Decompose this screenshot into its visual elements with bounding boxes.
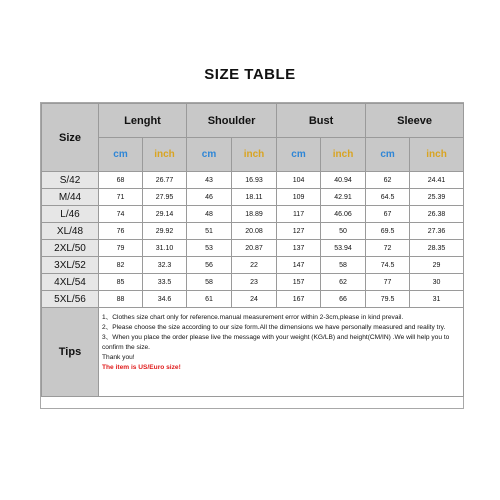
length-cm: 74 [99, 206, 143, 223]
length-inch: 26.77 [143, 172, 187, 189]
length-cm: 82 [99, 257, 143, 274]
shoulder-header: Shoulder [187, 104, 277, 138]
tips-content [99, 308, 464, 397]
unit-cm: cm [187, 138, 232, 172]
unit-cm: cm [277, 138, 321, 172]
shoulder-inch: 20.87 [232, 240, 277, 257]
shoulder-inch: 20.08 [232, 223, 277, 240]
sleeve-inch: 30 [410, 274, 464, 291]
shoulder-cm: 58 [187, 274, 232, 291]
unit-inch: inch [410, 138, 464, 172]
length-inch: 32.3 [143, 257, 187, 274]
length-inch: 29.14 [143, 206, 187, 223]
table-row [42, 189, 464, 206]
sleeve-cm: 77 [366, 274, 410, 291]
sleeve-cm: 67 [366, 206, 410, 223]
tip-thanks: Thank you! [102, 354, 135, 361]
shoulder-inch: 18.89 [232, 206, 277, 223]
shoulder-inch: 22 [232, 257, 277, 274]
length-inch: 33.5 [143, 274, 187, 291]
sleeve-cm: 72 [366, 240, 410, 257]
length-inch: 29.92 [143, 223, 187, 240]
bust-inch: 53.94 [321, 240, 366, 257]
bust-cm: 157 [277, 274, 321, 291]
length-cm: 79 [99, 240, 143, 257]
bust-header: Bust [277, 104, 366, 138]
length-inch: 27.95 [143, 189, 187, 206]
bust-cm: 167 [277, 291, 321, 308]
shoulder-cm: 43 [187, 172, 232, 189]
bust-cm: 137 [277, 240, 321, 257]
shoulder-cm: 51 [187, 223, 232, 240]
table-row [42, 223, 464, 240]
bust-inch: 40.94 [321, 172, 366, 189]
length-cm: 71 [99, 189, 143, 206]
bust-inch: 42.91 [321, 189, 366, 206]
bust-cm: 109 [277, 189, 321, 206]
size-header: Size [42, 104, 99, 172]
table-row [42, 257, 464, 274]
shoulder-cm: 48 [187, 206, 232, 223]
sleeve-cm: 74.5 [366, 257, 410, 274]
sleeve-inch: 28.35 [410, 240, 464, 257]
tips-row [42, 308, 464, 397]
unit-row [42, 138, 464, 172]
bust-inch: 62 [321, 274, 366, 291]
size-cell: L/46 [42, 206, 99, 223]
sleeve-cm: 62 [366, 172, 410, 189]
sleeve-cm: 79.5 [366, 291, 410, 308]
length-inch: 34.6 [143, 291, 187, 308]
unit-inch: inch [143, 138, 187, 172]
length-cm: 76 [99, 223, 143, 240]
table-row [42, 291, 464, 308]
length-inch: 31.10 [143, 240, 187, 257]
bust-cm: 117 [277, 206, 321, 223]
shoulder-cm: 61 [187, 291, 232, 308]
shoulder-cm: 53 [187, 240, 232, 257]
shoulder-inch: 24 [232, 291, 277, 308]
tip-line-3: 3、When you place the order please live the message with your weight (KG/LB) and height(CM/IN) .We will help you to confirm the size. [102, 334, 450, 351]
bust-inch: 66 [321, 291, 366, 308]
sleeve-cm: 64.5 [366, 189, 410, 206]
header-row [42, 104, 464, 138]
sleeve-inch: 26.38 [410, 206, 464, 223]
size-cell: S/42 [42, 172, 99, 189]
bust-inch: 46.06 [321, 206, 366, 223]
shoulder-inch: 18.11 [232, 189, 277, 206]
sleeve-header: Sleeve [366, 104, 464, 138]
shoulder-cm: 46 [187, 189, 232, 206]
table-row [42, 240, 464, 257]
shoulder-inch: 16.93 [232, 172, 277, 189]
sleeve-inch: 25.39 [410, 189, 464, 206]
table-row [42, 172, 464, 189]
table-row [42, 274, 464, 291]
tips-label: Tips [42, 308, 99, 397]
length-cm: 88 [99, 291, 143, 308]
bust-inch: 50 [321, 223, 366, 240]
size-warning: The item is US/Euro size! [102, 364, 181, 371]
size-table [41, 103, 464, 397]
unit-inch: inch [321, 138, 366, 172]
bust-cm: 127 [277, 223, 321, 240]
lenght-header: Lenght [99, 104, 187, 138]
size-cell: M/44 [42, 189, 99, 206]
sleeve-inch: 27.36 [410, 223, 464, 240]
size-cell: 5XL/56 [42, 291, 99, 308]
length-cm: 85 [99, 274, 143, 291]
page-title: SIZE TABLE [204, 66, 296, 83]
sleeve-inch: 24.41 [410, 172, 464, 189]
size-table-frame [40, 102, 464, 409]
bust-cm: 104 [277, 172, 321, 189]
unit-inch: inch [232, 138, 277, 172]
bust-cm: 147 [277, 257, 321, 274]
bust-inch: 58 [321, 257, 366, 274]
unit-cm: cm [366, 138, 410, 172]
sleeve-inch: 31 [410, 291, 464, 308]
length-cm: 68 [99, 172, 143, 189]
table-row [42, 206, 464, 223]
tip-line-1: 1、Clothes size chart only for reference.manual measurement error within 2-3cm,please in kind prevail. [102, 314, 404, 321]
size-cell: 2XL/50 [42, 240, 99, 257]
shoulder-inch: 23 [232, 274, 277, 291]
sleeve-inch: 29 [410, 257, 464, 274]
shoulder-cm: 56 [187, 257, 232, 274]
size-cell: 4XL/54 [42, 274, 99, 291]
sleeve-cm: 69.5 [366, 223, 410, 240]
size-cell: 3XL/52 [42, 257, 99, 274]
size-cell: XL/48 [42, 223, 99, 240]
tip-line-2: 2、Please choose the size according to our size form.All the dimensions we have personally measured and reality try. [102, 324, 446, 331]
unit-cm: cm [99, 138, 143, 172]
